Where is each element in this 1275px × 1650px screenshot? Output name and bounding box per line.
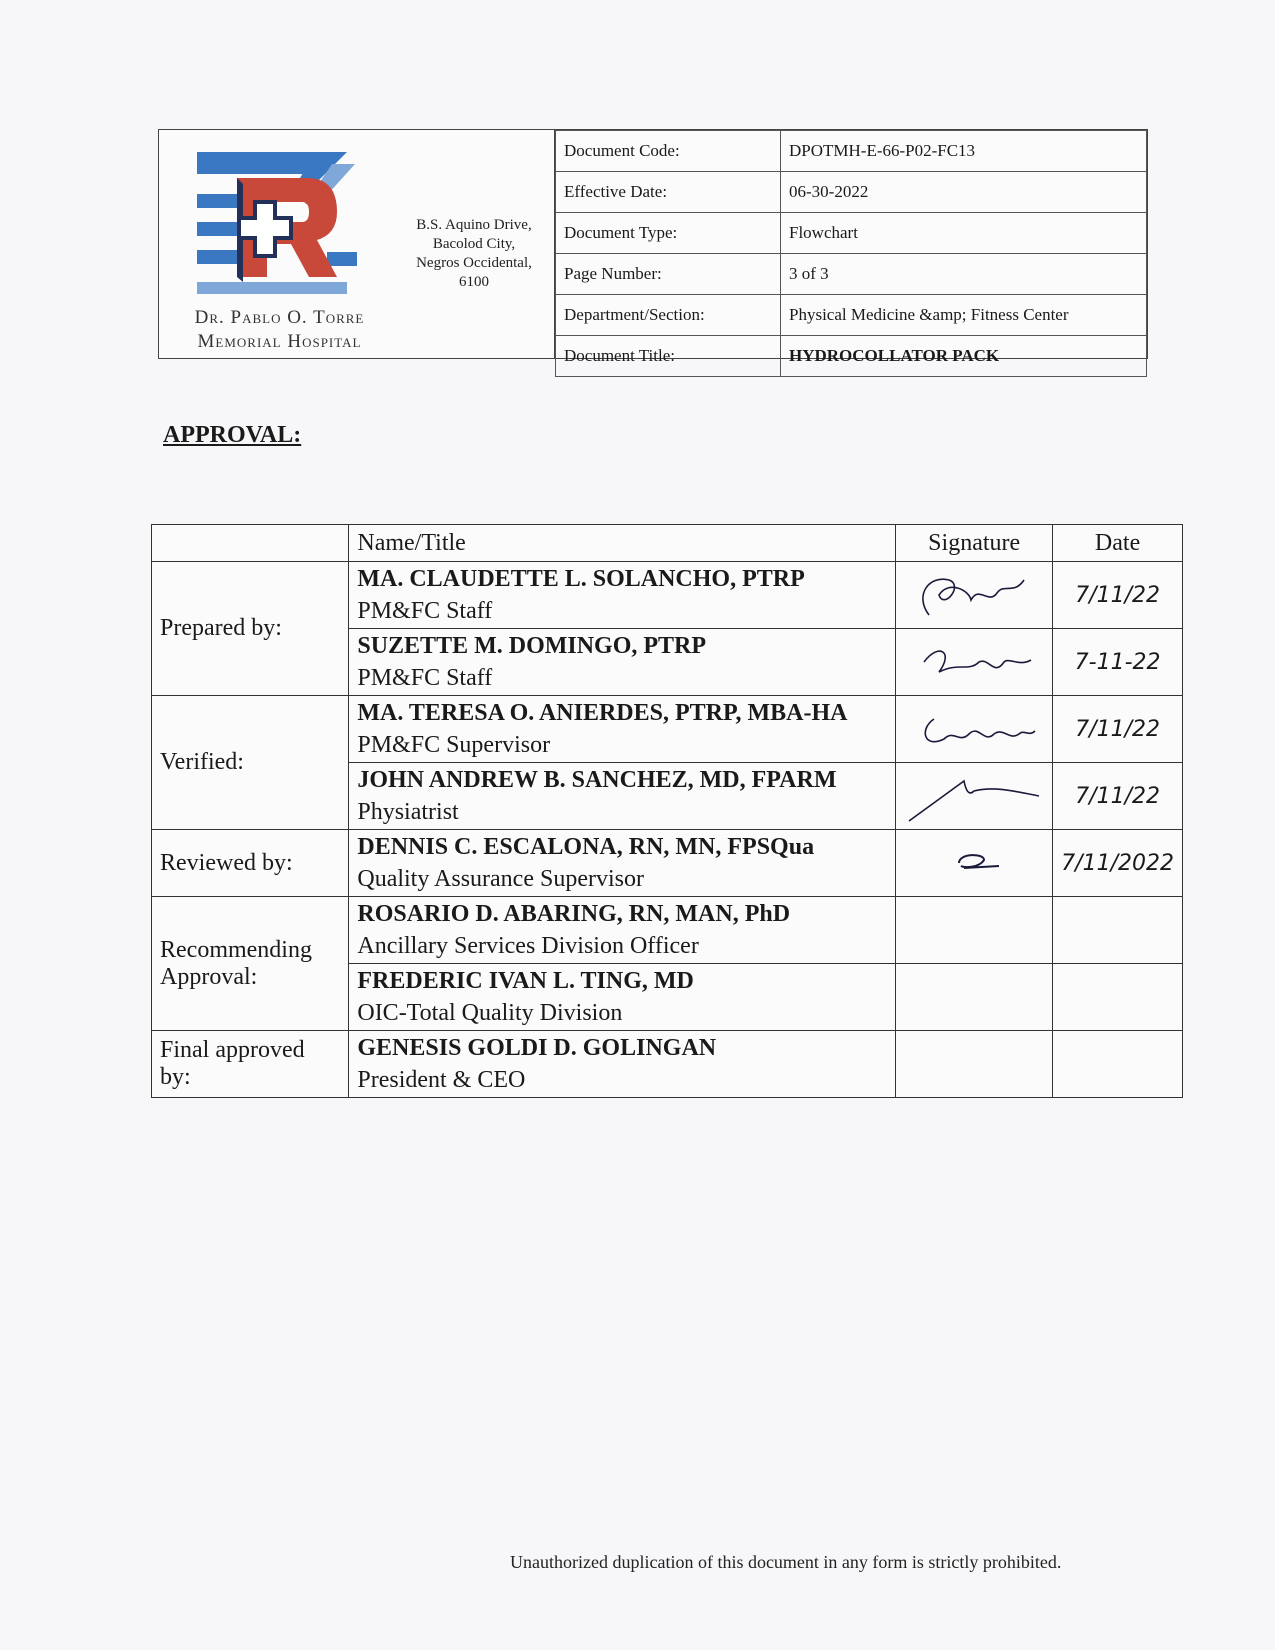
person-name: GENESIS GOLDI D. GOLINGAN bbox=[357, 1035, 717, 1061]
signature-cell bbox=[896, 562, 1053, 629]
logo-cell bbox=[159, 130, 394, 358]
address-line2: Bacolod City, bbox=[432, 236, 516, 252]
meta-row bbox=[556, 254, 1147, 295]
approval-heading: APPROVAL: bbox=[163, 422, 302, 448]
signature-header: Signature bbox=[896, 525, 1053, 562]
document-meta-table bbox=[555, 130, 1147, 377]
signature-cell bbox=[896, 696, 1053, 763]
hospital-logo-icon bbox=[197, 152, 357, 302]
date-header: Date bbox=[1053, 525, 1183, 562]
person-title: Quality Assurance Supervisor bbox=[357, 866, 644, 892]
table-row bbox=[152, 562, 1183, 629]
signature-icon bbox=[909, 699, 1039, 759]
table-row bbox=[152, 696, 1183, 763]
date-cell bbox=[1053, 897, 1183, 964]
date-cell bbox=[1053, 1031, 1183, 1098]
meta-label: Document Type: bbox=[556, 213, 781, 254]
person-name: SUZETTE M. DOMINGO, PTRP bbox=[357, 633, 707, 659]
person-title: Ancillary Services Division Officer bbox=[357, 933, 699, 959]
person-cell bbox=[349, 763, 896, 830]
signature-cell bbox=[896, 629, 1053, 696]
person-cell bbox=[349, 629, 896, 696]
name-title-header: Name/Title bbox=[349, 525, 896, 562]
person-title: OIC-Total Quality Division bbox=[357, 1000, 623, 1026]
meta-row bbox=[556, 295, 1147, 336]
meta-value: 3 of 3 bbox=[781, 254, 1147, 295]
signature-cell bbox=[896, 964, 1053, 1031]
role-prepared: Prepared by: bbox=[152, 562, 349, 696]
address-line4: 6100 bbox=[458, 274, 489, 290]
person-title: President & CEO bbox=[357, 1067, 526, 1093]
table-row bbox=[152, 1031, 1183, 1098]
role-final-line2: by: bbox=[160, 1064, 191, 1090]
signature-cell bbox=[896, 897, 1053, 964]
role-recommending-line1: Recommending bbox=[160, 936, 312, 963]
person-name: FREDERIC IVAN L. TING, MD bbox=[357, 968, 694, 994]
person-cell bbox=[349, 1031, 896, 1098]
table-row bbox=[152, 830, 1183, 897]
meta-value: DPOTMH-E-66-P02-FC13 bbox=[781, 131, 1147, 172]
signature-icon bbox=[904, 766, 1044, 826]
signature-icon bbox=[909, 632, 1039, 692]
role-final bbox=[152, 1031, 349, 1098]
meta-label: Effective Date: bbox=[556, 172, 781, 213]
role-final-line1: Final approved bbox=[160, 1037, 305, 1063]
role-verified: Verified: bbox=[152, 696, 349, 830]
person-cell bbox=[349, 830, 896, 897]
address-line1: B.S. Aquino Drive, bbox=[416, 217, 532, 233]
role-recommending-line2: Approval: bbox=[160, 963, 258, 990]
person-name: MA. TERESA O. ANIERDES, PTRP, MBA-HA bbox=[357, 700, 848, 726]
meta-row bbox=[556, 131, 1147, 172]
signature-cell bbox=[896, 763, 1053, 830]
signature-cell bbox=[896, 830, 1053, 897]
signature-icon bbox=[909, 838, 1039, 888]
person-name: JOHN ANDREW B. SANCHEZ, MD, FPARM bbox=[357, 767, 837, 793]
person-cell bbox=[349, 696, 896, 763]
person-title: PM&FC Supervisor bbox=[357, 732, 551, 758]
person-name: MA. CLAUDETTE L. SOLANCHO, PTRP bbox=[357, 566, 805, 592]
approval-header-row bbox=[152, 525, 1183, 562]
blank-header-cell bbox=[152, 525, 349, 562]
address-cell bbox=[394, 130, 555, 358]
meta-value: HYDROCOLLATOR PACK bbox=[781, 336, 1147, 377]
meta-label: Page Number: bbox=[556, 254, 781, 295]
person-cell bbox=[349, 964, 896, 1031]
person-name: ROSARIO D. ABARING, RN, MAN, PhD bbox=[357, 901, 791, 927]
meta-label: Document Title: bbox=[556, 336, 781, 377]
date-cell bbox=[1053, 964, 1183, 1031]
person-cell bbox=[349, 897, 896, 964]
hospital-name-line1: Dr. Pablo O. Torre bbox=[194, 307, 365, 328]
table-row bbox=[152, 897, 1183, 964]
date-cell: 7/11/22 bbox=[1053, 562, 1183, 629]
role-reviewed: Reviewed by: bbox=[152, 830, 349, 897]
document-header bbox=[158, 129, 1148, 365]
person-name: DENNIS C. ESCALONA, RN, MN, FPSQua bbox=[357, 834, 815, 860]
meta-row bbox=[556, 213, 1147, 254]
approval-table bbox=[151, 524, 1183, 1098]
meta-row bbox=[556, 336, 1147, 377]
date-cell: 7/11/22 bbox=[1053, 763, 1183, 830]
date-cell: 7/11/2022 bbox=[1053, 830, 1183, 897]
meta-row bbox=[556, 172, 1147, 213]
signature-icon bbox=[909, 565, 1039, 625]
person-title: PM&FC Staff bbox=[357, 598, 493, 624]
meta-value: 06-30-2022 bbox=[781, 172, 1147, 213]
meta-label: Document Code: bbox=[556, 131, 781, 172]
hospital-name-line2: Memorial Hospital bbox=[197, 331, 362, 352]
person-cell bbox=[349, 562, 896, 629]
meta-label: Department/Section: bbox=[556, 295, 781, 336]
person-title: Physiatrist bbox=[357, 799, 459, 825]
person-title: PM&FC Staff bbox=[357, 665, 493, 691]
meta-value: Physical Medicine &amp; Fitness Center bbox=[781, 295, 1147, 336]
signature-cell bbox=[896, 1031, 1053, 1098]
date-cell: 7/11/22 bbox=[1053, 696, 1183, 763]
footer-notice: Unauthorized duplication of this document in any form is strictly prohibited. bbox=[510, 1552, 1062, 1572]
address-line3: Negros Occidental, bbox=[416, 255, 532, 271]
role-recommending bbox=[152, 897, 349, 1031]
meta-value: Flowchart bbox=[781, 213, 1147, 254]
hospital-name bbox=[167, 306, 392, 354]
date-cell: 7-11-22 bbox=[1053, 629, 1183, 696]
